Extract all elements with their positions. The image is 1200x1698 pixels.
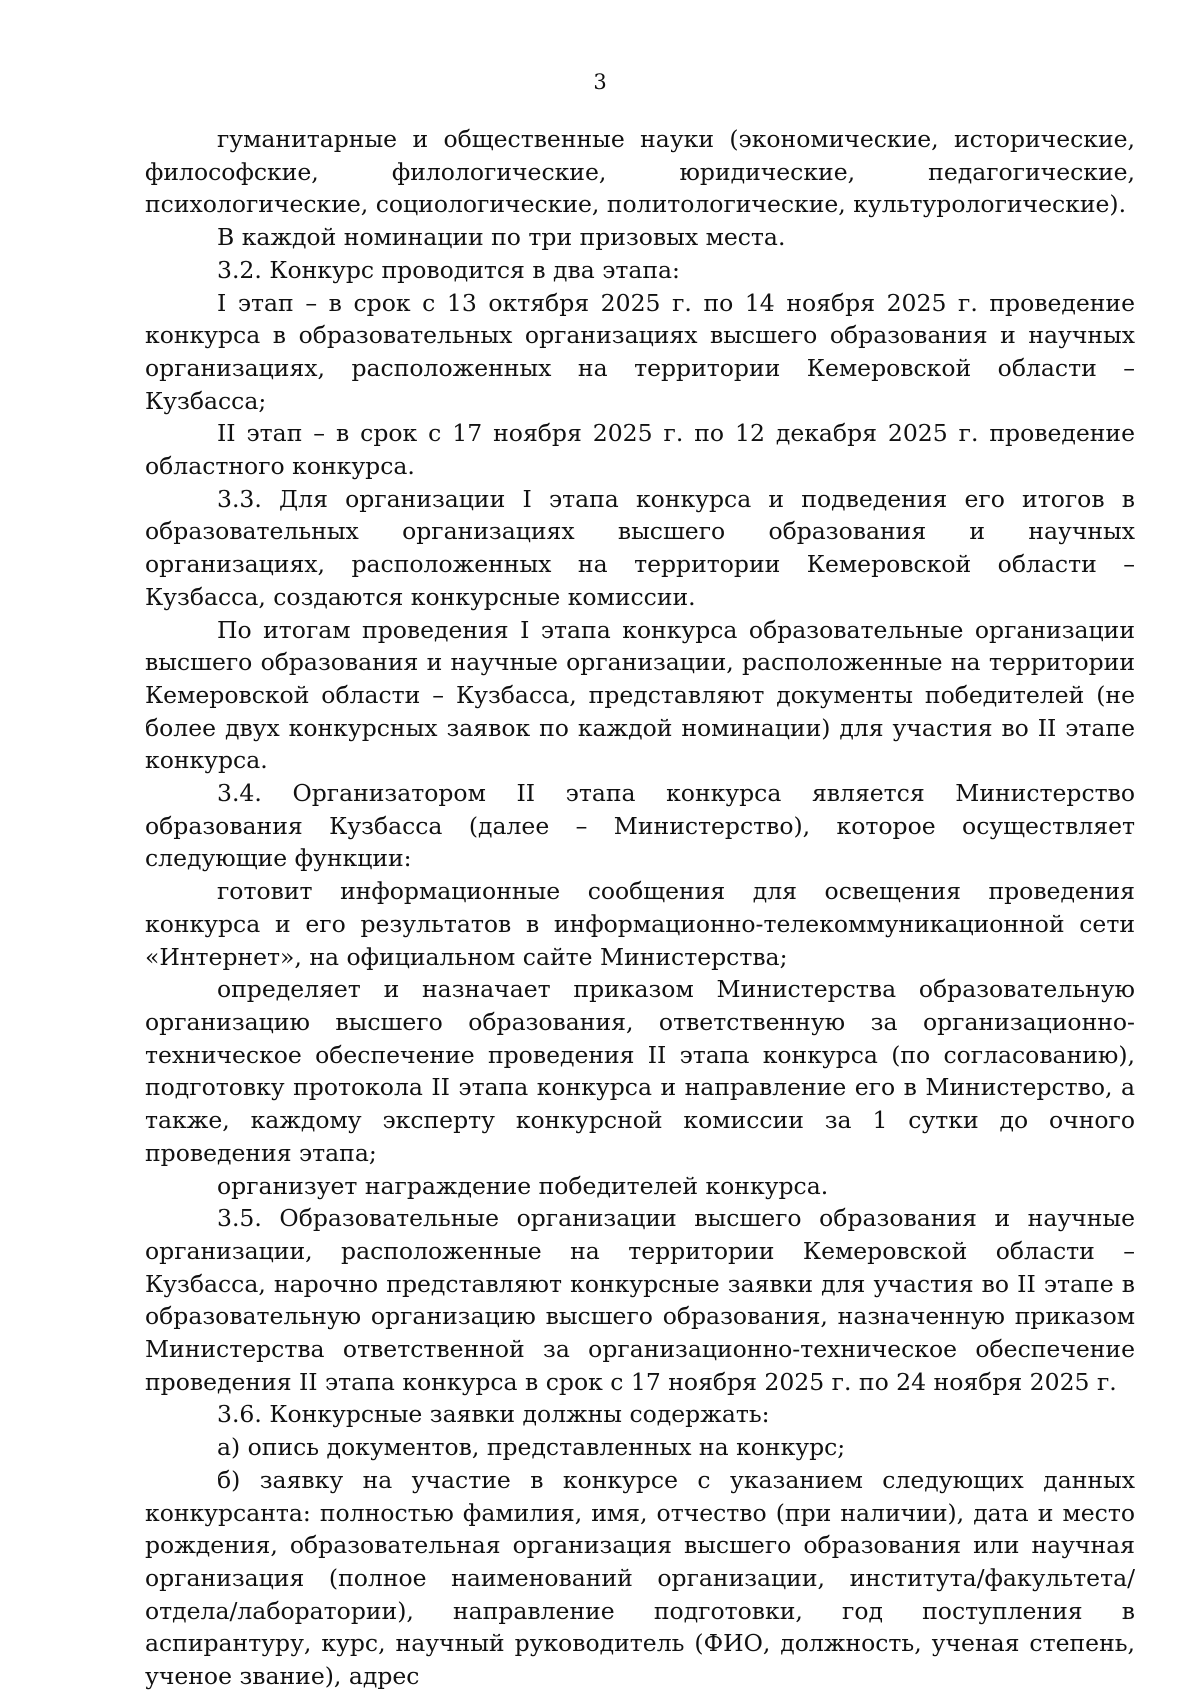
document-body [145,123,1135,1693]
paragraph-results-stage-1: По итогам проведения I этапа конкурса образовательные организации высшего образования и научные организации, расположенные на территории Кемеровской области – Кузбасса, представляют документы победителей (не более двух конкурсных заявок по каждой номинации) для участия во II этапе конкурса. [145,615,1135,775]
paragraph-3-3: 3.3. Для организации I этапа конкурса и подведения его итогов в образовательных организациях высшего образования и научных организациях, расположенных на территории Кемеровской области – Кузбасса, создаются конкурсные комиссии. [145,484,1135,611]
paragraph-humanities-list: гуманитарные и общественные науки (экономические, исторические, философские, филологические, юридические, педагогические, психологические, социологические, политологические, культурологические). [145,125,1135,219]
paragraph-item-b: б) заявку на участие в конкурсе с указанием следующих данных конкурсанта: полностью фамилия, имя, отчество (при наличии), дата и место рождения, образовательная организация высшего образования или научная организация (полное наименований организации, института/факультета/отдела/лаборатории), направление подготовки, год поступления в аспирантуру, курс, научный руководитель (ФИО, должность, ученая степень, ученое звание), адрес [145,1465,1135,1691]
paragraph-item-a: а) опись документов, представленных на конкурс; [217,1433,846,1462]
paragraph-appointment: определяет и назначает приказом Министерства образовательную организацию высшего образования, ответственную за организационно-техническое обеспечение проведения II этапа конкурса (по согласованию), подготовку протокола II этапа конкурса и направление его в Министерство, а также, каждому эксперту конкурсной комиссии за 1 сутки до очного проведения этапа; [145,975,1135,1167]
paragraph-info-messages: готовит информационные сообщения для освещения проведения конкурса и его результатов в информационно-телекоммуникационной сети «Интернет», на официальном сайте Министерства; [145,877,1135,971]
paragraph-3-6-title: 3.6. Конкурсные заявки должны содержать: [217,1400,770,1429]
paragraph-stage-1: I этап – в срок с 13 октября 2025 г. по 14 ноября 2025 г. проведение конкурса в образовательных организациях высшего образования и научных организациях, расположенных на территории Кемеровской области – Кузбасса; [145,288,1135,415]
page-number: 3 [593,70,607,94]
paragraph-prize-places: В каждой номинации по три призовых места. [217,223,786,252]
paragraph-3-4: 3.4. Организатором II этапа конкурса является Министерство образования Кузбасса (далее – Министерство), которое осуществляет следующие функции: [145,779,1135,873]
paragraph-awarding: организует награждение победителей конкурса. [217,1171,829,1200]
paragraph-3-2-title: 3.2. Конкурс проводится в два этапа: [217,255,680,284]
paragraph-3-5: 3.5. Образовательные организации высшего образования и научные организации, расположенные на территории Кемеровской области – Кузбасса, нарочно представляют конкурсные заявки для участия во II этапе в образовательную организацию высшего образования, назначенную приказом Министерства ответственной за организационно-техническое обеспечение проведения II этапа конкурса в срок с 17 ноября 2025 г. по 24 ноября 2025 г. [145,1204,1135,1396]
paragraph-stage-2: II этап – в срок с 17 ноября 2025 г. по 12 декабря 2025 г. проведение областного конкурса. [145,419,1135,481]
